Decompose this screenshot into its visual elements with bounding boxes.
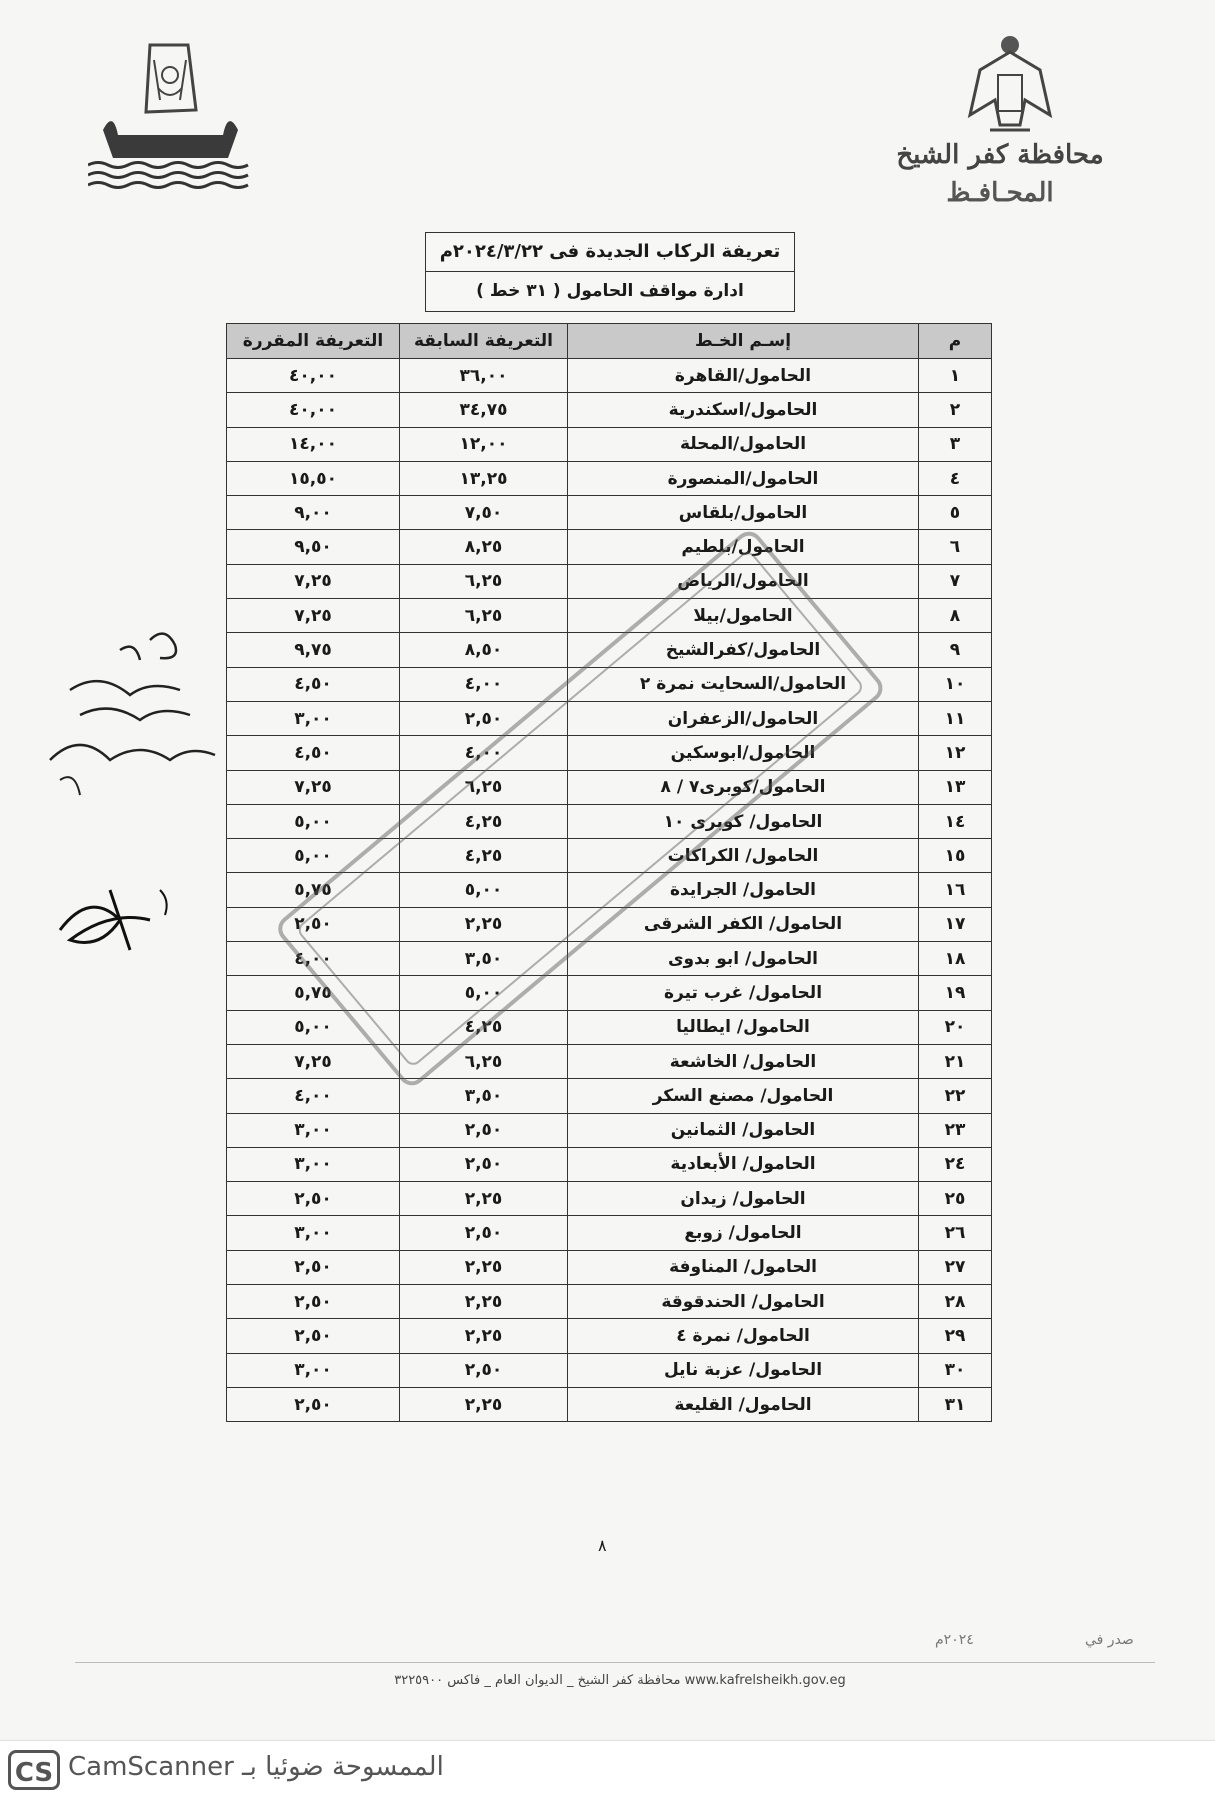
new-fare: ٢,٥٠ xyxy=(227,1387,400,1421)
previous-fare: ٢,٢٥ xyxy=(400,1182,568,1216)
line-name: الحامول/ زيدان xyxy=(568,1182,919,1216)
document-title-box xyxy=(425,232,795,312)
document-title: تعريفة الركاب الجديدة فى ٢٠٢٤/٣/٢٢م xyxy=(426,233,794,272)
line-name: الحامول/القاهرة xyxy=(568,359,919,393)
new-fare: ٤,٥٠ xyxy=(227,667,400,701)
line-name: الحامول/كوبرى٧ / ٨ xyxy=(568,770,919,804)
previous-fare: ٢,٥٠ xyxy=(400,701,568,735)
previous-fare: ٣٦,٠٠ xyxy=(400,359,568,393)
line-name: الحامول/ الأبعادية xyxy=(568,1147,919,1181)
page-number: ٨ xyxy=(598,1536,607,1555)
new-fare: ٤٠,٠٠ xyxy=(227,359,400,393)
row-index: ٣١ xyxy=(919,1387,992,1421)
line-name: الحامول/ الحندقوقة xyxy=(568,1285,919,1319)
line-name: الحامول/ نمرة ٤ xyxy=(568,1319,919,1353)
previous-fare: ٦,٢٥ xyxy=(400,599,568,633)
new-fare: ٢,٥٠ xyxy=(227,1182,400,1216)
new-fare: ٥,٠٠ xyxy=(227,839,400,873)
line-name: الحامول/ابوسكين xyxy=(568,736,919,770)
new-fare: ٢,٥٠ xyxy=(227,1250,400,1284)
table-body xyxy=(227,359,992,1422)
previous-fare: ٨,٢٥ xyxy=(400,530,568,564)
previous-fare: ٥,٠٠ xyxy=(400,873,568,907)
table-row xyxy=(227,1010,992,1044)
new-fare: ٤,٠٠ xyxy=(227,1079,400,1113)
line-name: الحامول/ ابو بدوى xyxy=(568,942,919,976)
governorate-boat-emblem xyxy=(88,40,253,190)
row-index: ٢٥ xyxy=(919,1182,992,1216)
row-index: ٢٨ xyxy=(919,1285,992,1319)
header-line-name: إسـم الخـط xyxy=(568,324,919,359)
new-fare: ٣,٠٠ xyxy=(227,701,400,735)
previous-fare: ١٣,٢٥ xyxy=(400,461,568,495)
row-index: ٢٩ xyxy=(919,1319,992,1353)
header-index: م xyxy=(919,324,992,359)
table-row xyxy=(227,1044,992,1078)
table-row xyxy=(227,1113,992,1147)
previous-fare: ٧,٥٠ xyxy=(400,496,568,530)
line-name: الحامول/ زوبع xyxy=(568,1216,919,1250)
new-fare: ٧,٢٥ xyxy=(227,599,400,633)
line-name: الحامول/ الكراكات xyxy=(568,839,919,873)
previous-fare: ٤,٠٠ xyxy=(400,736,568,770)
row-index: ٣٠ xyxy=(919,1353,992,1387)
previous-fare: ٣٤,٧٥ xyxy=(400,393,568,427)
table-row xyxy=(227,976,992,1010)
line-name: الحامول/ كوبرى ١٠ xyxy=(568,804,919,838)
row-index: ١٧ xyxy=(919,907,992,941)
table-row xyxy=(227,1079,992,1113)
table-row xyxy=(227,1319,992,1353)
row-index: ١٨ xyxy=(919,942,992,976)
row-index: ١٦ xyxy=(919,873,992,907)
row-index: ١١ xyxy=(919,701,992,735)
line-name: الحامول/بيلا xyxy=(568,599,919,633)
table-row xyxy=(227,393,992,427)
new-fare: ٣,٠٠ xyxy=(227,1353,400,1387)
line-name: الحامول/ غرب تيرة xyxy=(568,976,919,1010)
previous-fare: ٦,٢٥ xyxy=(400,564,568,598)
new-fare: ٤,٠٠ xyxy=(227,942,400,976)
previous-fare: ٦,٢٥ xyxy=(400,770,568,804)
new-fare: ١٥,٥٠ xyxy=(227,461,400,495)
row-index: ٢٧ xyxy=(919,1250,992,1284)
table-row xyxy=(227,461,992,495)
previous-fare: ١٢,٠٠ xyxy=(400,427,568,461)
table-row xyxy=(227,1216,992,1250)
line-name: الحامول/بلقاس xyxy=(568,496,919,530)
row-index: ٢٢ xyxy=(919,1079,992,1113)
row-index: ١٠ xyxy=(919,667,992,701)
new-fare: ٩,٥٠ xyxy=(227,530,400,564)
line-name: الحامول/الزعفران xyxy=(568,701,919,735)
line-name: الحامول/كفرالشيخ xyxy=(568,633,919,667)
handwritten-signature xyxy=(40,620,220,960)
row-index: ١٣ xyxy=(919,770,992,804)
new-fare: ٢,٥٠ xyxy=(227,907,400,941)
new-fare: ٥,٠٠ xyxy=(227,804,400,838)
line-name: الحامول/اسكندرية xyxy=(568,393,919,427)
previous-fare: ٥,٠٠ xyxy=(400,976,568,1010)
row-index: ٢١ xyxy=(919,1044,992,1078)
row-index: ١٩ xyxy=(919,976,992,1010)
governor-title: المحـافـظ xyxy=(946,178,1054,208)
table-row xyxy=(227,1353,992,1387)
document-subtitle: ادارة مواقف الحامول ( ٣١ خط ) xyxy=(476,281,744,301)
new-fare: ٥,٠٠ xyxy=(227,1010,400,1044)
new-fare: ٥,٧٥ xyxy=(227,873,400,907)
issued-label: صدر في xyxy=(1085,1632,1134,1648)
table-row xyxy=(227,1285,992,1319)
header-new-fare: التعريفة المقررة xyxy=(227,324,400,359)
table-row xyxy=(227,633,992,667)
previous-fare: ٣,٥٠ xyxy=(400,942,568,976)
previous-fare: ٢,٢٥ xyxy=(400,1250,568,1284)
row-index: ١٢ xyxy=(919,736,992,770)
previous-fare: ٢,٥٠ xyxy=(400,1353,568,1387)
row-index: ١ xyxy=(919,359,992,393)
row-index: ٢٣ xyxy=(919,1113,992,1147)
footer-divider xyxy=(75,1662,1155,1663)
row-index: ٦ xyxy=(919,530,992,564)
row-index: ٢٦ xyxy=(919,1216,992,1250)
line-name: الحامول/ القليعة xyxy=(568,1387,919,1421)
row-index: ١٤ xyxy=(919,804,992,838)
fares-table xyxy=(226,323,992,1422)
new-fare: ٩,٧٥ xyxy=(227,633,400,667)
table-row xyxy=(227,564,992,598)
line-name: الحامول/المحلة xyxy=(568,427,919,461)
previous-fare: ٢,٢٥ xyxy=(400,1387,568,1421)
table-row xyxy=(227,839,992,873)
table-row xyxy=(227,701,992,735)
table-row xyxy=(227,804,992,838)
new-fare: ٤٠,٠٠ xyxy=(227,393,400,427)
new-fare: ٧,٢٥ xyxy=(227,770,400,804)
table-header-row xyxy=(227,324,992,359)
table-row xyxy=(227,873,992,907)
table-row xyxy=(227,1387,992,1421)
line-name: الحامول/ المناوفة xyxy=(568,1250,919,1284)
line-name: الحامول/ مصنع السكر xyxy=(568,1079,919,1113)
new-fare: ٣,٠٠ xyxy=(227,1147,400,1181)
table-row xyxy=(227,736,992,770)
previous-fare: ٤,٢٥ xyxy=(400,804,568,838)
line-name: الحامول/ الثمانين xyxy=(568,1113,919,1147)
line-name: الحامول/السحايت نمرة ٢ xyxy=(568,667,919,701)
table-row xyxy=(227,1250,992,1284)
row-index: ٩ xyxy=(919,633,992,667)
new-fare: ٥,٧٥ xyxy=(227,976,400,1010)
table-row xyxy=(227,599,992,633)
previous-fare: ٤,٢٥ xyxy=(400,839,568,873)
previous-fare: ٤,٠٠ xyxy=(400,667,568,701)
table-row xyxy=(227,359,992,393)
new-fare: ٢,٥٠ xyxy=(227,1319,400,1353)
row-index: ٧ xyxy=(919,564,992,598)
row-index: ١٥ xyxy=(919,839,992,873)
previous-fare: ٤,٢٥ xyxy=(400,1010,568,1044)
previous-fare: ٢,٢٥ xyxy=(400,1285,568,1319)
new-fare: ٣,٠٠ xyxy=(227,1216,400,1250)
table-row xyxy=(227,427,992,461)
row-index: ٢٤ xyxy=(919,1147,992,1181)
new-fare: ٧,٢٥ xyxy=(227,1044,400,1078)
line-name: الحامول/ الخاشعة xyxy=(568,1044,919,1078)
issued-date: ٢٠٢٤م xyxy=(935,1632,974,1648)
line-name: الحامول/المنصورة xyxy=(568,461,919,495)
previous-fare: ٦,٢٥ xyxy=(400,1044,568,1078)
camscanner-logo-icon: CS xyxy=(8,1750,60,1790)
previous-fare: ٢,٢٥ xyxy=(400,907,568,941)
previous-fare: ٨,٥٠ xyxy=(400,633,568,667)
new-fare: ٢,٥٠ xyxy=(227,1285,400,1319)
previous-fare: ٣,٥٠ xyxy=(400,1079,568,1113)
line-name: الحامول/ ايطاليا xyxy=(568,1010,919,1044)
table-row xyxy=(227,496,992,530)
line-name: الحامول/ الكفر الشرقى xyxy=(568,907,919,941)
row-index: ٥ xyxy=(919,496,992,530)
row-index: ٤ xyxy=(919,461,992,495)
egypt-eagle-emblem xyxy=(960,30,1060,140)
table-row xyxy=(227,1147,992,1181)
line-name: الحامول/الرياض xyxy=(568,564,919,598)
table-row xyxy=(227,1182,992,1216)
previous-fare: ٢,٥٠ xyxy=(400,1147,568,1181)
row-index: ٢٠ xyxy=(919,1010,992,1044)
line-name: الحامول/ عزبة نايل xyxy=(568,1353,919,1387)
table-row xyxy=(227,942,992,976)
new-fare: ٤,٥٠ xyxy=(227,736,400,770)
table-row xyxy=(227,530,992,564)
table-row xyxy=(227,770,992,804)
previous-fare: ٢,٢٥ xyxy=(400,1319,568,1353)
table-row xyxy=(227,667,992,701)
governorate-name: محافظة كفر الشيخ xyxy=(896,140,1104,170)
line-name: الحامول/ الجرايدة xyxy=(568,873,919,907)
previous-fare: ٢,٥٠ xyxy=(400,1216,568,1250)
new-fare: ١٤,٠٠ xyxy=(227,427,400,461)
new-fare: ٧,٢٥ xyxy=(227,564,400,598)
table-row xyxy=(227,907,992,941)
row-index: ٨ xyxy=(919,599,992,633)
line-name: الحامول/بلطيم xyxy=(568,530,919,564)
new-fare: ٣,٠٠ xyxy=(227,1113,400,1147)
new-fare: ٩,٠٠ xyxy=(227,496,400,530)
header-previous-fare: التعريفة السابقة xyxy=(400,324,568,359)
camscanner-text: الممسوحة ضوئيا بـ CamScanner xyxy=(68,1752,444,1782)
previous-fare: ٢,٥٠ xyxy=(400,1113,568,1147)
row-index: ٢ xyxy=(919,393,992,427)
row-index: ٣ xyxy=(919,427,992,461)
footer-contact: www.kafrelsheikh.gov.eg محافظة كفر الشيخ _ الديوان العام _ فاكس ٣٢٢٥٩٠٠ xyxy=(394,1673,846,1688)
